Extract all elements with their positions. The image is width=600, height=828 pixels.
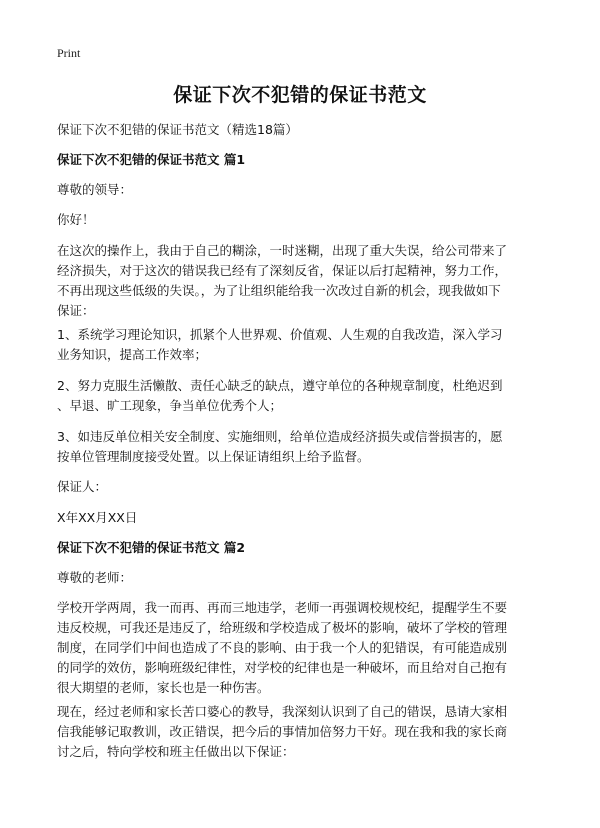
section-1-item-2 xyxy=(57,376,547,416)
text-line: 现在，经过老师和家长苦口婆心的教导，我深刻认识到了自己的错误，恳请大家相 xyxy=(57,704,508,719)
section-1-paragraph-1 xyxy=(57,241,547,321)
section-1-greeting: 你好！ xyxy=(57,212,95,227)
text-line: 在这次的操作上，我由于自己的糊涂，一时迷糊，出现了重大失误，给公司带来了 xyxy=(57,243,508,258)
section-2-salutation: 尊敬的老师： xyxy=(57,570,133,585)
text-line: 制度，在同学们中间也造成了不良的影响、由于我一个人的犯错误，有可能造成别 xyxy=(57,640,508,655)
text-line: 的同学的效仿，影响班级纪律性，对学校的纪律也是一种破坏，而且给对自己抱有 xyxy=(57,660,508,675)
text-line: 1、系统学习理论知识，抓紧个人世界观、价值观、人生观的自我改造，深入学习 xyxy=(57,327,503,342)
section-1-item-1 xyxy=(57,325,547,365)
print-label: Print xyxy=(57,46,81,60)
text-line: 业务知识，提高工作效率； xyxy=(57,347,208,362)
section-2-paragraph-2 xyxy=(57,702,547,762)
text-line: 违反校规，可我还是违反了，给班级和学校造成了极坏的影响，破坏了学校的管理 xyxy=(57,620,508,635)
text-line: 信我能够记取教训，改正错误，把今后的事情加倍努力干好。现在我和我的家长商 xyxy=(57,724,508,739)
section-1-date: X年XX月XX日 xyxy=(57,510,138,525)
text-line: 按单位管理制度接受处置。以上保证请组织上给予监督。 xyxy=(57,449,370,464)
section-1-item-3 xyxy=(57,427,547,467)
text-line: 讨之后，特向学校和班主任做出以下保证： xyxy=(57,744,295,759)
text-line: 学校开学两周，我一而再、再而三地违学，老师一再强调校规校纪，提醒学生不要 xyxy=(57,600,508,615)
page-title: 保证下次不犯错的保证书范文 xyxy=(173,84,427,106)
text-line: 不再出现这些低级的失误。，为了让组织能给我一次改过自新的机会，现我做如下 xyxy=(57,283,501,298)
text-line: 2、努力克服生活懒散、责任心缺乏的缺点，遵守单位的各种规章制度，杜绝迟到 xyxy=(57,378,503,393)
text-line: 3、如违反单位相关安全制度、实施细则，给单位造成经济损失或信誉损害的，愿 xyxy=(57,429,503,444)
section-1-heading: 保证下次不犯错的保证书范文 篇1 xyxy=(57,152,246,167)
section-2-heading: 保证下次不犯错的保证书范文 篇2 xyxy=(57,540,246,555)
text-line: 经济损失，对于这次的错误我已经有了深刻反省，保证以后打起精神，努力工作， xyxy=(57,263,508,278)
text-line: 很大期望的老师，家长也是一种伤害。 xyxy=(57,680,270,695)
text-line: 保证： xyxy=(57,303,95,318)
section-1-salutation: 尊敬的领导： xyxy=(57,182,133,197)
section-2-paragraph-1 xyxy=(57,598,547,698)
section-1-signer: 保证人： xyxy=(57,479,108,494)
text-line: 、早退、旷工现象，争当单位优秀个人； xyxy=(57,398,283,413)
document-subtitle: 保证下次不犯错的保证书范文（精选18篇） xyxy=(57,122,298,137)
